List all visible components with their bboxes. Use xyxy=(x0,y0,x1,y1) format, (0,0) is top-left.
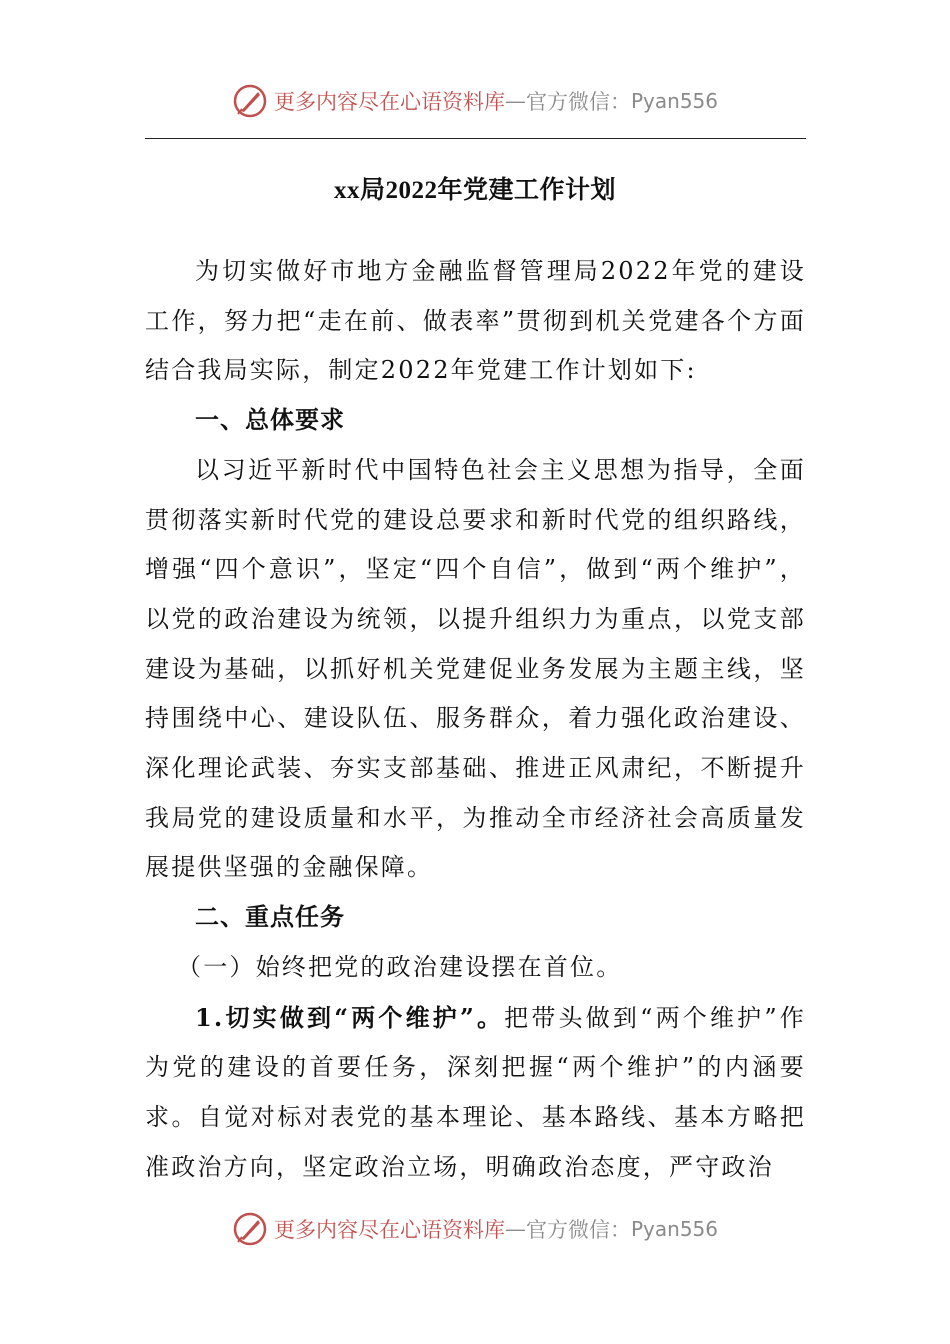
section1-heading: 一、总体要求 xyxy=(195,406,345,435)
watermark-footer xyxy=(0,1204,950,1254)
subsection1-heading: （一）始终把党的政治建设摆在首位。 xyxy=(177,952,623,981)
item1-paragraph xyxy=(145,993,806,1193)
watermark-label: 官方微信： xyxy=(525,90,631,114)
section2-heading: 二、重点任务 xyxy=(195,903,345,932)
quill-logo-icon xyxy=(232,1211,268,1247)
watermark-wechat-id: Pyan556 xyxy=(630,89,718,113)
watermark-separator: — xyxy=(504,1217,526,1241)
item1-body: 把带头做到“两个维护”作为党的建设的首要任务，深刻把握“两个维护”的内涵要求。自觉对标对表党的基本理论、基本路线、基本方略把准政治方向，坚定政治立场，明确政治态度，严守政治 xyxy=(145,1003,806,1181)
watermark-separator: — xyxy=(504,89,526,113)
document-title: xx局2022年党建工作计划 xyxy=(333,177,616,204)
header-divider xyxy=(145,138,806,139)
quill-logo-icon xyxy=(232,83,268,119)
watermark-text: 更多内容尽在心语资料库 xyxy=(273,90,505,114)
document-body xyxy=(145,247,806,1192)
watermark-text: 更多内容尽在心语资料库 xyxy=(273,1218,505,1242)
watermark-header xyxy=(0,76,950,126)
watermark-wechat-id: Pyan556 xyxy=(630,1217,718,1241)
intro-paragraph: 为切实做好市地方金融监督管理局2022年党的建设工作，努力把“走在前、做表率”贯彻到机关党建各个方面结合我局实际，制定2022年党建工作计划如下: xyxy=(145,257,806,385)
watermark-label: 官方微信： xyxy=(525,1218,631,1242)
section1-paragraph: 以习近平新时代中国特色社会主义思想为指导，全面贯彻落实新时代党的建设总要求和新时代党的组织路线，增强“四个意识”，坚定“四个自信”，做到“两个维护”，以党的政治建设为统领，以提升组织力为重点，以党支部建设为基础，以抓好机关党建促业务发展为主题主线，坚持围绕中心、建设队伍、服务群众，着力强化政治建设、深化理论武装、夯实支部基础、推进正风肃纪，不断提升我局党的建设质量和水平，为推动全市经济社会高质量发展提供坚强的金融保障。 xyxy=(145,455,806,882)
item1-lead: 1.切实做到“两个维护”。 xyxy=(195,1002,505,1032)
